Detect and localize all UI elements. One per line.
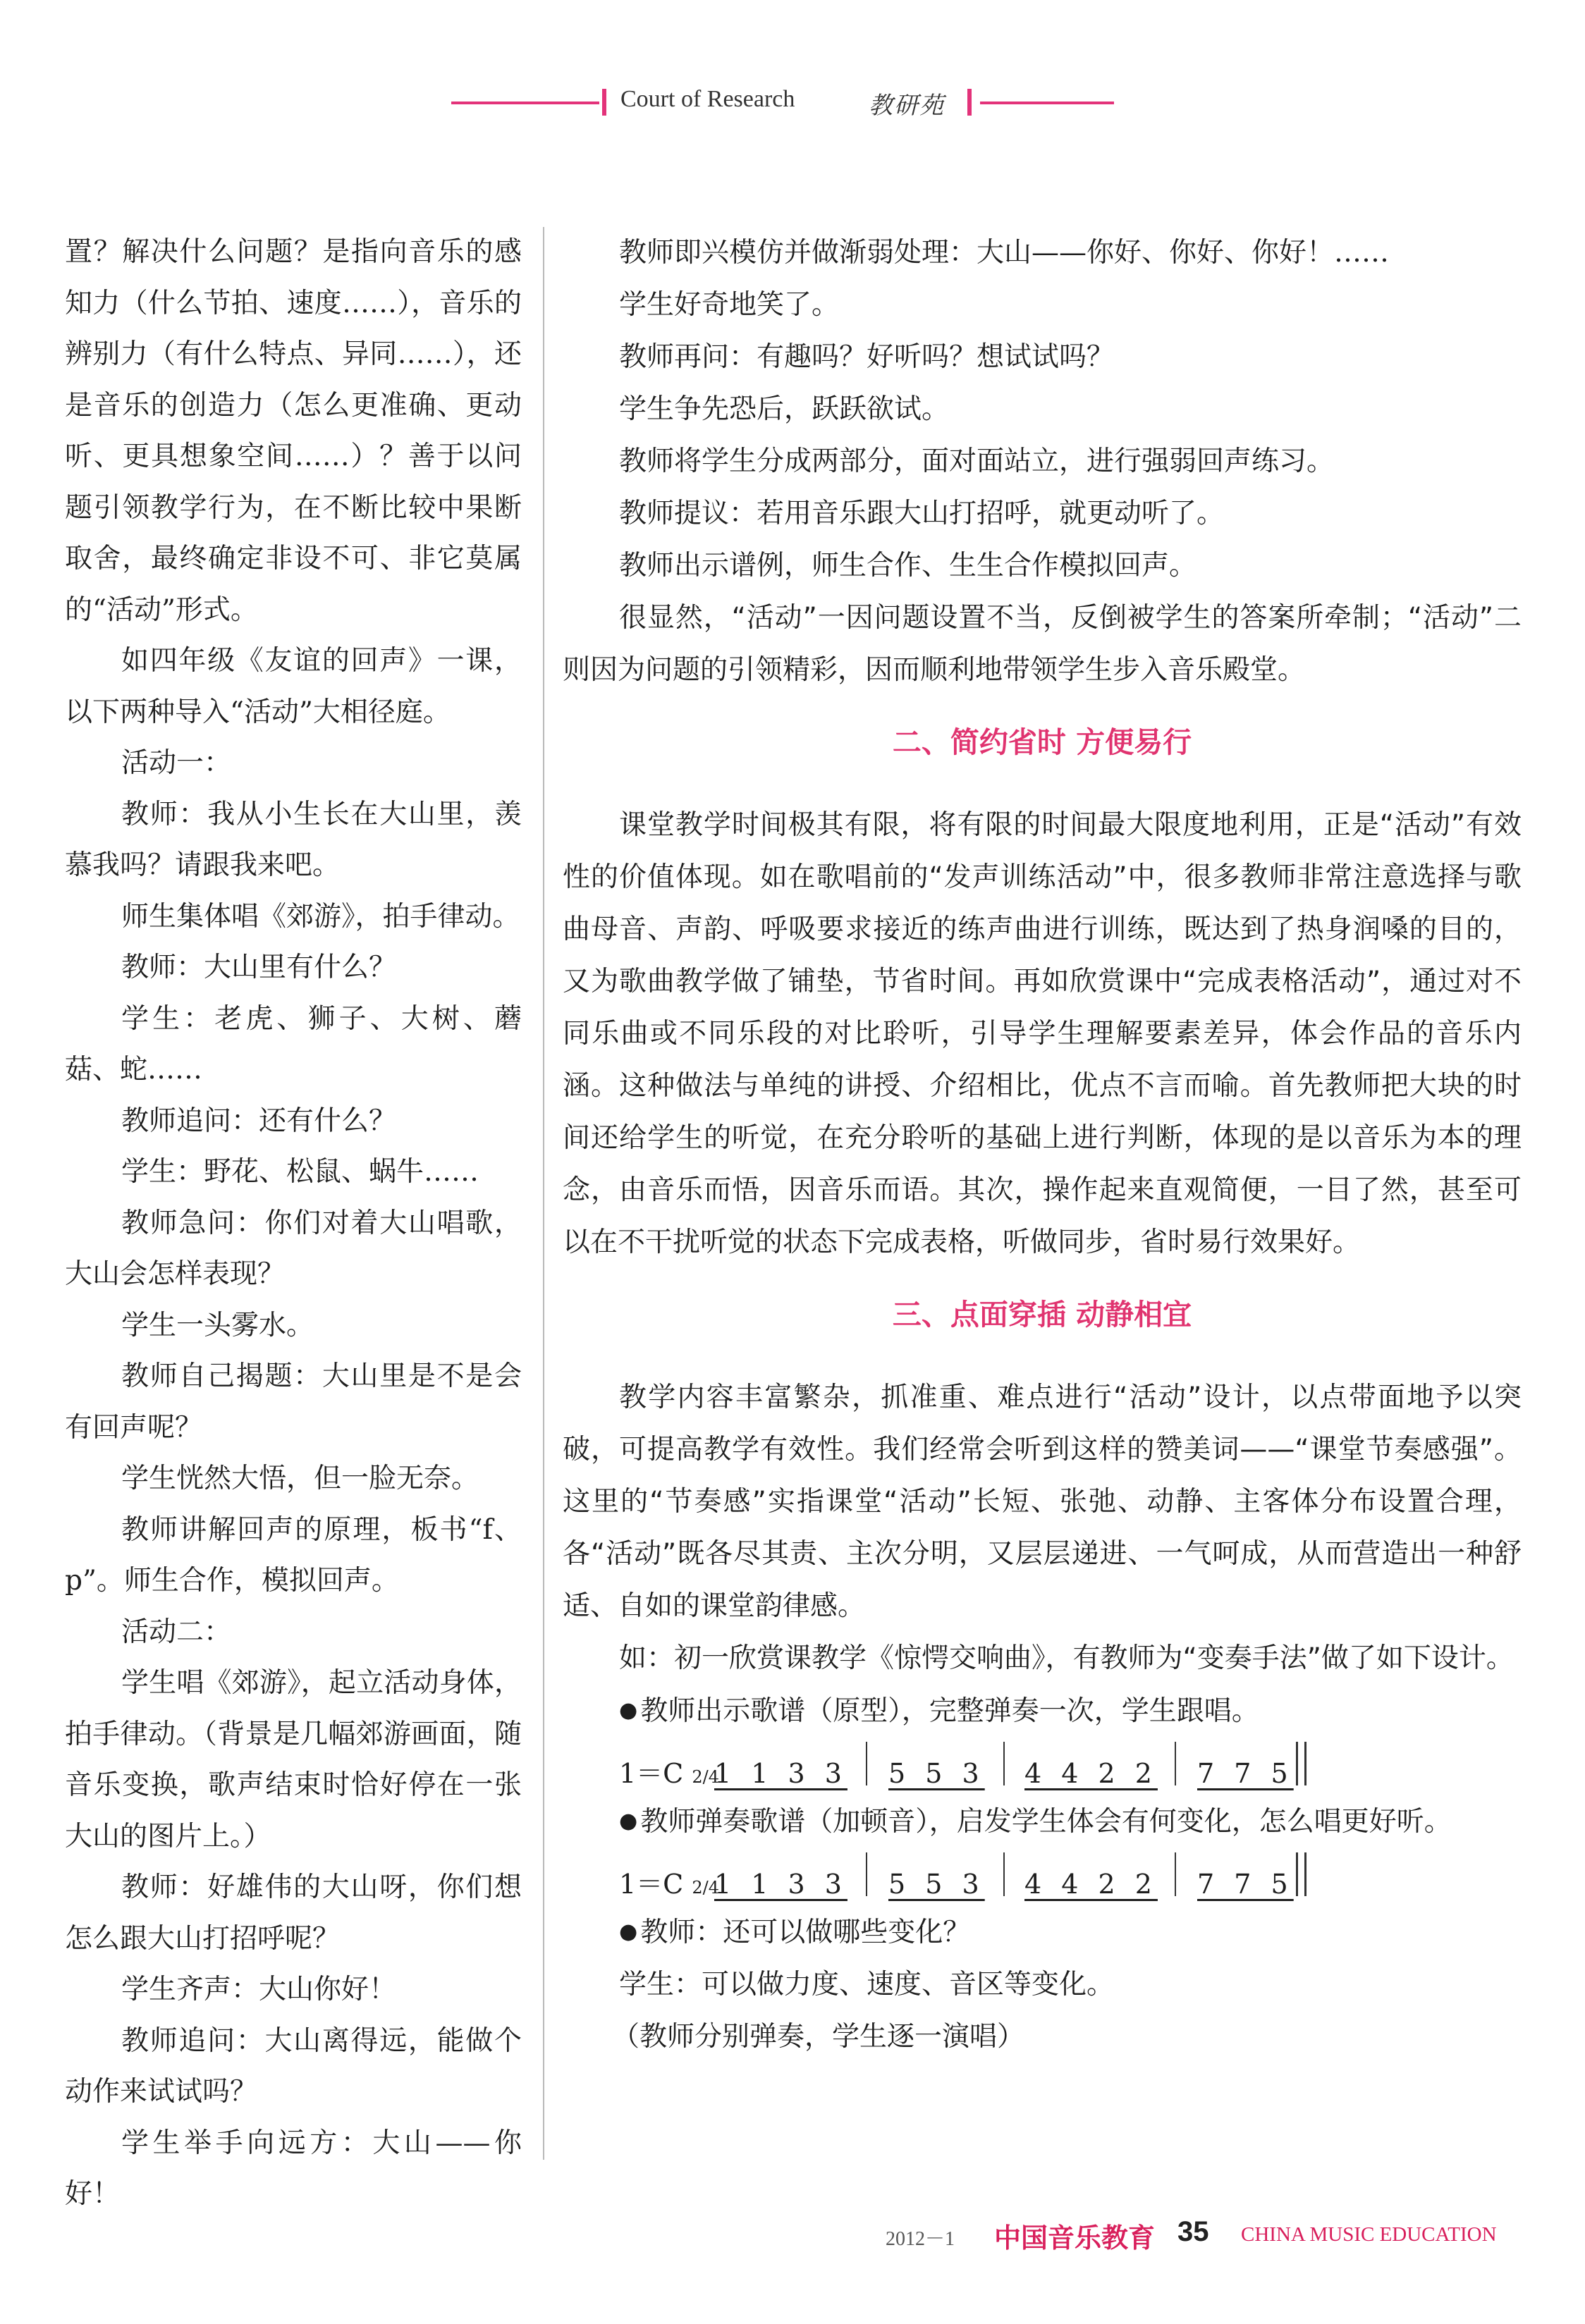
score-measure: 1 1 3 3 [714,1869,847,1900]
closing-note: （教师分别弹奏，学生逐一演唱） [612,2021,1025,2053]
column-divider [543,227,544,2160]
dialogue-line: 教师再问：有趣吗？好听吗？想试试吗？ [619,341,1115,373]
dialogue-line: 教师提议：若用音乐跟大山打招呼，就更动听了。 [619,498,1225,529]
end-bar-line [1296,1742,1298,1785]
score-measure: 4 4 2 2 [1024,1758,1158,1789]
score-measure: 5 5 3 [888,1869,985,1900]
section-heading-3: 三、点面穿插 动静相宜 [892,1298,1192,1332]
header-bar-left [602,89,606,116]
paragraph: 置？解决什么问题？是指向音乐的感知力（什么节拍、速度……），音乐的辨别力（有什么特点、异同……），还是音乐的创造力（怎么更准确、更动听、更具想象空间……）？善于以问题引领教学行为，在不断比较中果断取舍，最终确定非设不可、非它莫属的“活动”形式。 [65,236,522,626]
music-score-staccato [563,1848,1522,1906]
dialogue-line: 教师讲解回声的原理，板书“f、p”。师生合作，模拟回声。 [65,1513,522,1597]
left-column [65,227,522,2220]
header-bar-right [967,89,972,116]
bar-line [1175,1852,1176,1896]
magazine-name-en: CHINA MUSIC EDUCATION [1241,2223,1497,2246]
header-title-cn: 教研苑 [869,92,945,120]
bar-line [866,1742,867,1785]
score-measure: 7 7 5 [1197,1758,1294,1789]
paragraph: 如：初一欣赏课教学《惊愕交响曲》，有教师为“变奏手法”做了如下设计。 [619,1642,1514,1674]
dialogue-line: 教师：好雄伟的大山呀，你们想怎么跟大山打招呼呢？ [65,1871,522,1955]
bar-line [1175,1742,1176,1785]
page-footer [881,2213,1530,2256]
header-rule-right [980,102,1114,104]
bar-line [1003,1742,1005,1785]
right-column [563,227,1522,2063]
paragraph: 很显然，“活动”一因问题设置不当，反倒被学生的答案所牵制；“活动”二则因为问题的引领精彩，因而顺利地带领学生步入音乐殿堂。 [563,602,1522,686]
dialogue-line: 教师：我从小生长在大山里，羡慕我吗？请跟我来吧。 [65,798,522,881]
dialogue-line: 学生：可以做力度、速度、音区等变化。 [619,1969,1115,2000]
issue-number: 2012－1 [886,2228,955,2250]
dialogue-line: 教师追问：大山离得远，能做个动作来试试吗？ [65,2024,522,2108]
bullet-item: ● 教师弹奏歌谱（加顿音），启发学生体会有何变化，怎么唱更好听。 [563,1795,1522,1848]
dialogue-line: 学生恍然大悟，但一脸无奈。 [121,1463,479,1494]
dialogue-line: 学生唱《郊游》，起立活动身体，拍手律动。（背景是几幅郊游画面，随音乐变换，歌声结束时恰好停在一张大山的图片上。） [65,1667,522,1852]
end-bar-line [1304,1852,1306,1896]
dialogue-line: 教师：大山里有什么？ [121,952,397,983]
dialogue-line: 教师自己揭题：大山里是不是会有回声呢？ [65,1360,522,1444]
section-heading-2: 二、简约省时 方便易行 [892,725,1192,759]
dialogue-line: 教师急问：你们对着大山唱歌，大山会怎样表现？ [65,1207,522,1290]
paragraph: 课堂教学时间极其有限，将有限的时间最大限度地利用，正是“活动”有效性的价值体现。如在歌唱前的“发声训练活动”中，很多教师非常注意选择与歌曲母音、声韵、呼吸要求接近的练声曲进行训练，既达到了热身润嗓的目的，又为歌曲教学做了铺垫，节省时间。再如欣赏课中“完成表格活动”，通过对不同乐曲或不同乐段的对比聆听，引导学生理解要素差异，体会作品的音乐内涵。这种做法与单纯的讲授、介绍相比，优点不言而喻。首先教师把大块的时间还给学生的听觉，在充分聆听的基础上进行判断，体现的是以音乐为本的理念，由音乐而悟，因音乐而语。其次，操作起来直观简便，一目了然，甚至可以在不干扰听觉的状态下完成表格，听做同步，省时易行效果好。 [563,809,1522,1258]
score-key: 1＝C 2/4 [619,1758,719,1789]
dialogue-line: 教师将学生分成两部分，面对面站立，进行强弱回声练习。 [619,445,1335,477]
dialogue-line: 教师即兴模仿并做渐弱处理：大山——你好、你好、你好！…… [619,237,1390,269]
score-measure: 5 5 3 [888,1758,985,1789]
dialogue-line: 学生齐声：大山你好！ [121,1974,397,2005]
dialogue-line: 学生：野花、松鼠、蜗牛…… [121,1156,479,1188]
dialogue-line: 学生一头雾水。 [121,1309,314,1341]
activity-label: 活动二： [121,1616,232,1648]
paragraph: 教学内容丰富繁杂，抓准重、难点进行“活动”设计，以点带面地予以突破，可提高教学有效性。我们经常会听到这样的赞美词——“课堂节奏感强”。这里的“节奏感”实指课堂“活动”长短、张弛、动静、主客体分布设置合理，各“活动”既各尽其责、主次分明，又层层递进、一气呵成，从而营造出一种舒适、自如的课堂韵律感。 [563,1382,1522,1622]
dialogue-line: 学生争先恐后，跃跃欲试。 [619,393,950,425]
header-title-en: Court of Research [620,86,795,112]
bullet-item: ● 教师出示歌谱（原型），完整弹奏一次，学生跟唱。 [563,1685,1522,1738]
magazine-logo: 中国音乐教育 [994,2222,1156,2254]
dialogue-line: 学生好奇地笑了。 [619,289,840,321]
score-measure: 4 4 2 2 [1024,1869,1158,1900]
page-number: 35 [1177,2216,1209,2247]
dialogue-line: 教师出示谱例，师生合作、生生合作模拟回声。 [619,550,1197,582]
end-bar-line [1304,1742,1306,1785]
bar-line [1003,1852,1005,1896]
running-header [451,82,1128,124]
bullet-item: ● 教师：还可以做哪些变化？ [563,1906,1522,1959]
paragraph: 如四年级《友谊的回声》一课，以下两种导入“活动”大相径庭。 [65,645,522,728]
activity-label: 活动一： [121,747,232,779]
dialogue-line: 师生集体唱《郊游》，拍手律动。 [121,900,520,933]
bar-line [866,1852,867,1896]
dialogue-line: 教师追问：还有什么？ [121,1105,397,1137]
end-bar-line [1296,1852,1298,1896]
header-rule-left [451,102,599,104]
score-measure: 1 1 3 3 [714,1758,847,1789]
dialogue-line: 学生举手向远方：大山——你好！ [65,2127,522,2210]
music-score-original [563,1738,1522,1795]
dialogue-line: 学生：老虎、狮子、大树、蘑菇、蛇…… [65,1002,522,1086]
score-measure: 7 7 5 [1197,1869,1294,1900]
score-key: 1＝C 2/4 [619,1869,719,1900]
